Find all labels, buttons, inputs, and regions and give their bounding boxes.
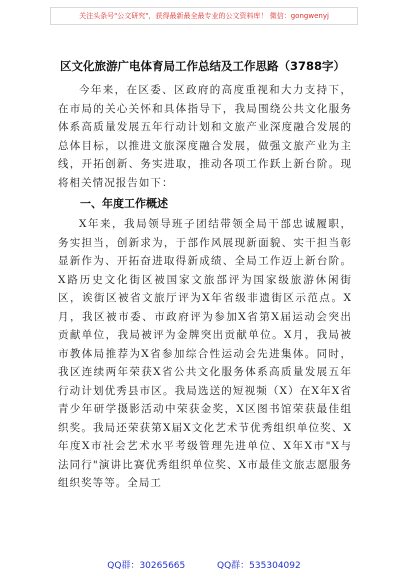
section-heading: 一、年度工作概述 <box>80 197 168 210</box>
footer-qq-group-2: QQ群：535304092 <box>217 561 301 571</box>
footer-contact <box>0 558 408 571</box>
intro-paragraph: 今年来，在区委、区政府的高度重视和大力支持下，在市局的关心关怀和具体指导下，我局围绕公共文化服务体系高质量发展五年行动计划和文旅产业深度融合发展的总体目标，以推进文旅深度融合发展，做强文旅产业为主线，开拓创新、务实进取，推动各项工作跃上新台阶。现将相关情况报告如下： <box>58 84 352 189</box>
section-paragraph: X年来，我局领导班子团结带领全局干部忠诚履职，务实担当，创新求为，于部作风展现新面貌、实干担当彰显新作为、开拓奋进取得新成绩、全局工作迈上新台阶。X路历史文化街区被国家文旅部评为国家级旅游休闲街区，诶街区被省文旅厅评为X年省级非遗街区示范点。X月，我区被市委、市政府评为参加X省第X届运动会突出贡献单位，我局被评为金牌突出贡献单位。X月，我局被市教体局推荐为X省参加综合性运动会先进集体。同时，我区连续两年荣获X省公共文化服务体系高质量发展五年行动计划优秀县市区。我局选送的短视频（X）在X年X省青少年研学摄影活动中荣获金奖，X区图书馆荣获最佳组织奖。我局还荣获第X届X文化艺术节优秀组织单位奖、X年度X市社会艺术水平考级管理先进单位、X年X市"X与法同行"演讲比赛优秀组织单位奖、X市最佳文旅志愿服务组织奖等等。全局工 <box>58 218 352 489</box>
banner-text: 关注头条号"公文研究"，获得最新最全最专业的公文资料库！ 微信：gongwenyj <box>79 12 329 20</box>
document-body <box>58 81 352 493</box>
document-title: 区文化旅游广电体育局工作总结及工作思路（3788字） <box>60 59 346 73</box>
top-banner <box>50 7 358 25</box>
footer-qq-group-1: QQ群：30265665 <box>107 561 186 571</box>
